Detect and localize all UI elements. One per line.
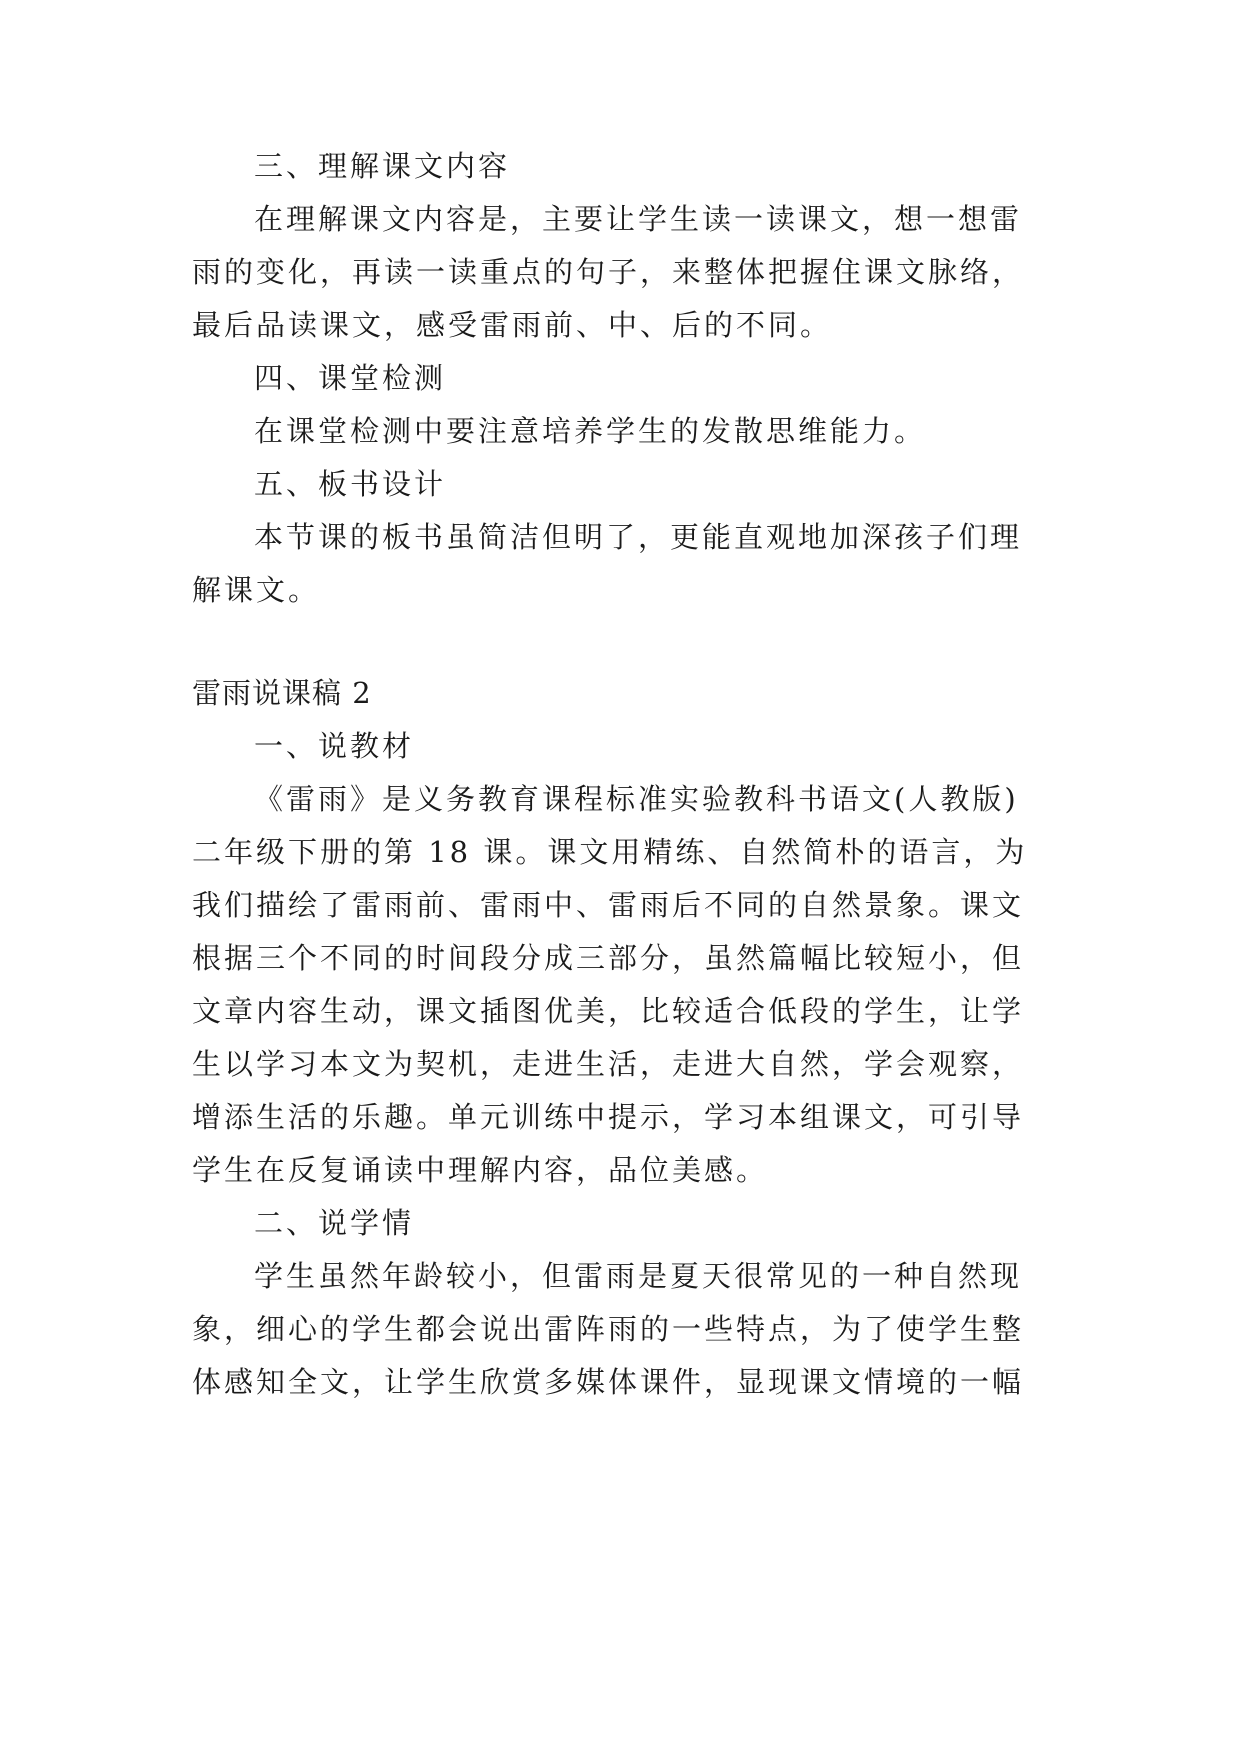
- paragraph-line: 体感知全文，让学生欣赏多媒体课件，显现课文情境的一幅: [192, 1365, 1025, 1399]
- section-heading: 四、课堂检测: [254, 361, 447, 395]
- paragraph-line: 学生虽然年龄较小，但雷雨是夏天很常见的一种自然现: [254, 1259, 1023, 1293]
- paragraph-line: 增添生活的乐趣。单元训练中提示，学习本组课文，可引导: [192, 1100, 1025, 1134]
- paragraph-line: 根据三个不同的时间段分成三部分，虽然篇幅比较短小，但: [192, 941, 1025, 975]
- section-heading: 二、说学情: [254, 1206, 415, 1240]
- paragraph-line: 最后品读课文，感受雷雨前、中、后的不同。: [192, 308, 833, 342]
- document-title: 雷雨说课稿 2: [192, 676, 372, 710]
- paragraph-line: 学生在反复诵读中理解内容，品位美感。: [192, 1153, 769, 1187]
- section-heading: 三、理解课文内容: [254, 149, 511, 183]
- section-heading: 五、板书设计: [254, 467, 447, 501]
- paragraph-line: 文章内容生动，课文插图优美，比较适合低段的学生，让学: [192, 994, 1025, 1028]
- paragraph-line: 在课堂检测中要注意培养学生的发散思维能力。: [254, 414, 927, 448]
- paragraph-line: 解课文。: [192, 573, 321, 607]
- paragraph-line: 二年级下册的第 18 课。课文用精练、自然简朴的语言，为: [192, 835, 1028, 869]
- section-heading: 一、说教材: [254, 729, 415, 763]
- paragraph-line: 象，细心的学生都会说出雷阵雨的一些特点，为了使学生整: [192, 1312, 1025, 1346]
- paragraph-line: 《雷雨》是义务教育课程标准实验教科书语文(人教版): [254, 782, 1019, 816]
- paragraph-line: 雨的变化，再读一读重点的句子，来整体把握住课文脉络，: [192, 255, 1025, 289]
- paragraph-line: 本节课的板书虽简洁但明了，更能直观地加深孩子们理: [254, 520, 1023, 554]
- paragraph-line: 我们描绘了雷雨前、雷雨中、雷雨后不同的自然景象。课文: [192, 888, 1025, 922]
- paragraph-line: 生以学习本文为契机，走进生活，走进大自然，学会观察，: [192, 1047, 1025, 1081]
- paragraph-line: 在理解课文内容是，主要让学生读一读课文，想一想雷: [254, 202, 1023, 236]
